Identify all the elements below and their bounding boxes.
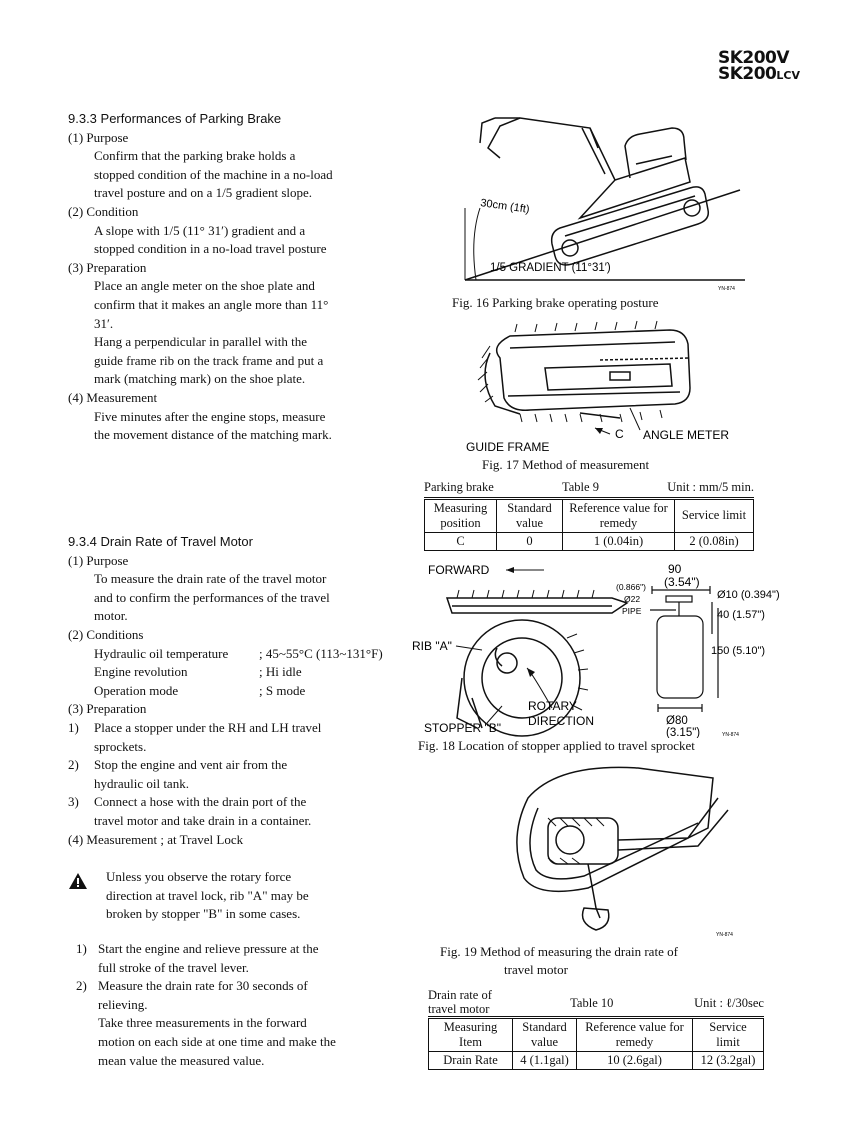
fig16-gradient-label: 1/5 GRADIENT (11°31′) bbox=[490, 262, 611, 274]
table-cell: 12 (3.2gal) bbox=[693, 1052, 764, 1070]
model-badge bbox=[718, 50, 800, 84]
fig18-stopper-label: STOPPER "B" bbox=[424, 721, 501, 735]
condition-key: Hydraulic oil temperature bbox=[94, 645, 229, 661]
fig19-caption-line2: travel motor bbox=[504, 962, 568, 977]
text-line: guide frame rib on the track frame and put a bbox=[94, 352, 324, 368]
dim-40: 40 (1.57") bbox=[717, 609, 765, 621]
section-9-3-4 bbox=[68, 533, 413, 849]
fig18-stopper-diagram bbox=[412, 558, 782, 738]
text-line: direction at travel lock, rib "A" may be bbox=[106, 887, 309, 903]
table-header: Service limit bbox=[693, 1019, 764, 1052]
purpose-text bbox=[68, 147, 413, 203]
fig18-caption: Fig. 18 Location of stopper applied to travel sprocket bbox=[418, 738, 695, 753]
fig18-rib-label: RIB "A" bbox=[412, 639, 452, 653]
text-line: Hang a perpendicular in parallel with the bbox=[94, 334, 307, 350]
table-header: Measuring Item bbox=[429, 1019, 513, 1052]
table-header-row bbox=[429, 1019, 764, 1052]
dim-0866: (0.866") bbox=[616, 582, 646, 592]
table9-unit: Unit : mm/5 min. bbox=[667, 480, 754, 494]
dim-10: Ø10 (0.394") bbox=[717, 589, 780, 601]
text-line: To measure the drain rate of the travel motor bbox=[94, 571, 327, 587]
step-number: 1) bbox=[76, 941, 87, 956]
fig19-code: YN-874 bbox=[716, 932, 733, 938]
dim-315: (3.15") bbox=[666, 727, 701, 738]
text-line: broken by stopper "B" in some cases. bbox=[106, 906, 301, 922]
text-line: and to confirm the performances of the travel bbox=[94, 589, 330, 605]
table10 bbox=[428, 988, 764, 1070]
text-line: Five minutes after the engine stops, measure bbox=[94, 408, 326, 424]
table-header: Standard value bbox=[497, 499, 563, 532]
item-number: 2) bbox=[68, 757, 79, 773]
measurement-text bbox=[68, 408, 413, 445]
condition-row bbox=[94, 645, 413, 664]
table9-grid bbox=[424, 499, 754, 551]
text-line: Connect a hose with the drain port of the bbox=[94, 794, 307, 810]
table-header: Standard value bbox=[513, 1019, 577, 1052]
text-line: Unless you observe the rotary force bbox=[106, 869, 292, 884]
condition-key: Engine revolution bbox=[94, 664, 188, 680]
fig16-caption: Fig. 16 Parking brake operating posture bbox=[452, 295, 659, 310]
text-line: Take three measurements in the forward bbox=[98, 1015, 307, 1031]
table10-subject-line2: travel motor bbox=[428, 1002, 490, 1016]
table-cell: C bbox=[425, 532, 497, 550]
fig18-forward-label: FORWARD bbox=[428, 563, 490, 577]
text-line: travel posture and on a 1/5 gradient slope. bbox=[94, 185, 313, 201]
table-header: Reference value for remedy bbox=[563, 499, 675, 532]
text-line: Place an angle meter on the shoe plate and bbox=[94, 278, 315, 294]
text-line: A slope with 1/5 (11° 31′) gradient and a bbox=[94, 222, 306, 238]
text-line: the movement distance of the matching mark. bbox=[94, 427, 332, 443]
table10-grid bbox=[428, 1018, 764, 1070]
preparation-label: (3) Preparation bbox=[68, 259, 147, 275]
prep-item bbox=[68, 719, 413, 756]
purpose-label: (1) Purpose bbox=[68, 552, 129, 568]
step-item bbox=[76, 977, 398, 1070]
text-line: motion on each side at one time and make the bbox=[98, 1033, 336, 1049]
text-line: travel motor and take drain in a container. bbox=[94, 812, 312, 828]
measurement-steps bbox=[76, 940, 398, 1070]
dim-150: 150 (5.10") bbox=[711, 645, 766, 657]
text-line: Confirm that the parking brake holds a bbox=[94, 148, 296, 164]
section-title: 9.3.4 Drain Rate of Travel Motor bbox=[68, 534, 253, 549]
condition-row bbox=[94, 663, 413, 682]
dim-354: (3.54") bbox=[664, 575, 700, 589]
fig18-code: YN-874 bbox=[722, 732, 739, 738]
table-header: Service limit bbox=[675, 499, 754, 532]
fig19-drain-measuring-diagram bbox=[488, 758, 748, 943]
fig17-caption: Fig. 17 Method of measurement bbox=[482, 457, 650, 472]
table-cell: 0 bbox=[497, 532, 563, 550]
conditions-list bbox=[68, 645, 413, 701]
dim-22: Ø22 bbox=[624, 594, 641, 604]
warning-icon bbox=[68, 872, 88, 890]
fig16-excavator-slope-diagram bbox=[440, 98, 750, 293]
model-line-1: SK200V bbox=[717, 48, 790, 68]
table10-subject-line1: Drain rate of bbox=[428, 988, 492, 1002]
text-line: hydraulic oil tank. bbox=[94, 775, 189, 791]
table9-number: Table 9 bbox=[562, 480, 599, 494]
measurement-label: (4) Measurement bbox=[68, 389, 158, 405]
text-line: stopped condition of the machine in a no-load bbox=[94, 166, 333, 182]
model-line-2: SK200 bbox=[717, 64, 777, 84]
condition-row bbox=[94, 682, 413, 701]
table10-title bbox=[428, 996, 764, 1017]
table9-title bbox=[424, 478, 754, 498]
item-number: 3) bbox=[68, 794, 79, 810]
text-line: stopped condition in a no-load travel posture bbox=[94, 241, 327, 257]
table-cell: Drain Rate bbox=[429, 1052, 513, 1070]
prep-item bbox=[68, 793, 413, 830]
fig17-c-label: C bbox=[615, 427, 624, 441]
condition-label: (2) Condition bbox=[68, 203, 139, 219]
fig16-code: YN-874 bbox=[718, 286, 735, 292]
table-header: Reference value for remedy bbox=[577, 1019, 693, 1052]
model-line-2-suffix: LCV bbox=[776, 69, 800, 82]
text-line: 31′. bbox=[94, 315, 114, 331]
dim-90: 90 bbox=[668, 562, 682, 576]
pipe-label: PIPE bbox=[622, 606, 642, 616]
text-line: mean value the measured value. bbox=[98, 1052, 265, 1068]
conditions-label: (2) Conditions bbox=[68, 626, 144, 642]
fig17-angle-meter-label: ANGLE METER bbox=[643, 428, 730, 442]
text-line: Place a stopper under the RH and LH travel bbox=[94, 719, 322, 735]
condition-value: ; 45~55°C (113~131°F) bbox=[259, 645, 383, 661]
item-number: 1) bbox=[68, 719, 79, 735]
condition-key: Operation mode bbox=[94, 682, 179, 698]
step-item bbox=[76, 940, 398, 977]
condition-value: ; Hi idle bbox=[259, 664, 302, 680]
table9-subject: Parking brake bbox=[424, 480, 494, 494]
text-line: mark (matching mark) on the shoe plate. bbox=[94, 371, 306, 387]
purpose-label: (1) Purpose bbox=[68, 129, 129, 145]
condition-value: ; S mode bbox=[259, 682, 306, 698]
table-cell: 1 (0.04in) bbox=[563, 532, 675, 550]
dim-80: Ø80 bbox=[666, 715, 688, 727]
text-line: Measure the drain rate for 30 seconds of bbox=[98, 978, 308, 994]
table9 bbox=[424, 478, 754, 551]
table10-number: Table 10 bbox=[570, 996, 614, 1010]
table-cell: 10 (2.6gal) bbox=[577, 1052, 693, 1070]
text-line: relieving. bbox=[98, 996, 148, 1012]
section-title: 9.3.3 Performances of Parking Brake bbox=[68, 111, 282, 126]
fig16-30cm-label: 30cm (1ft) bbox=[479, 197, 531, 216]
preparation-text bbox=[68, 277, 413, 389]
warning-text bbox=[68, 868, 413, 924]
purpose-text bbox=[68, 570, 413, 626]
text-line: Start the engine and relieve pressure at the bbox=[98, 941, 319, 956]
preparation-label: (3) Preparation bbox=[68, 701, 147, 717]
fig18-direction-label: DIRECTION bbox=[528, 714, 594, 728]
text-line: confirm that it makes an angle more than 11° bbox=[94, 296, 329, 312]
text-line: motor. bbox=[94, 608, 128, 624]
table-row bbox=[429, 1052, 764, 1070]
text-line: full stroke of the travel lever. bbox=[98, 959, 249, 975]
fig19-caption-line1: Fig. 19 Method of measuring the drain rate of bbox=[440, 944, 678, 959]
fig17-track-frame-diagram bbox=[460, 318, 750, 458]
fig17-guide-frame-label: GUIDE FRAME bbox=[466, 440, 550, 454]
section-9-3-3 bbox=[68, 110, 413, 445]
step-number: 2) bbox=[76, 978, 87, 994]
table-cell: 2 (0.08in) bbox=[675, 532, 754, 550]
text-line: sprockets. bbox=[94, 738, 147, 754]
condition-text bbox=[68, 222, 413, 259]
table-header: Measuring position bbox=[425, 499, 497, 532]
measurement-label: (4) Measurement ; at Travel Lock bbox=[68, 831, 244, 847]
table10-unit: Unit : ℓ/30sec bbox=[694, 996, 764, 1010]
fig18-rotary-label: ROTARY bbox=[528, 699, 577, 713]
table-header-row bbox=[425, 499, 754, 532]
table-row bbox=[425, 532, 754, 550]
prep-item bbox=[68, 756, 413, 793]
warning-block bbox=[68, 868, 413, 924]
text-line: Stop the engine and vent air from the bbox=[94, 757, 288, 773]
table-cell: 4 (1.1gal) bbox=[513, 1052, 577, 1070]
